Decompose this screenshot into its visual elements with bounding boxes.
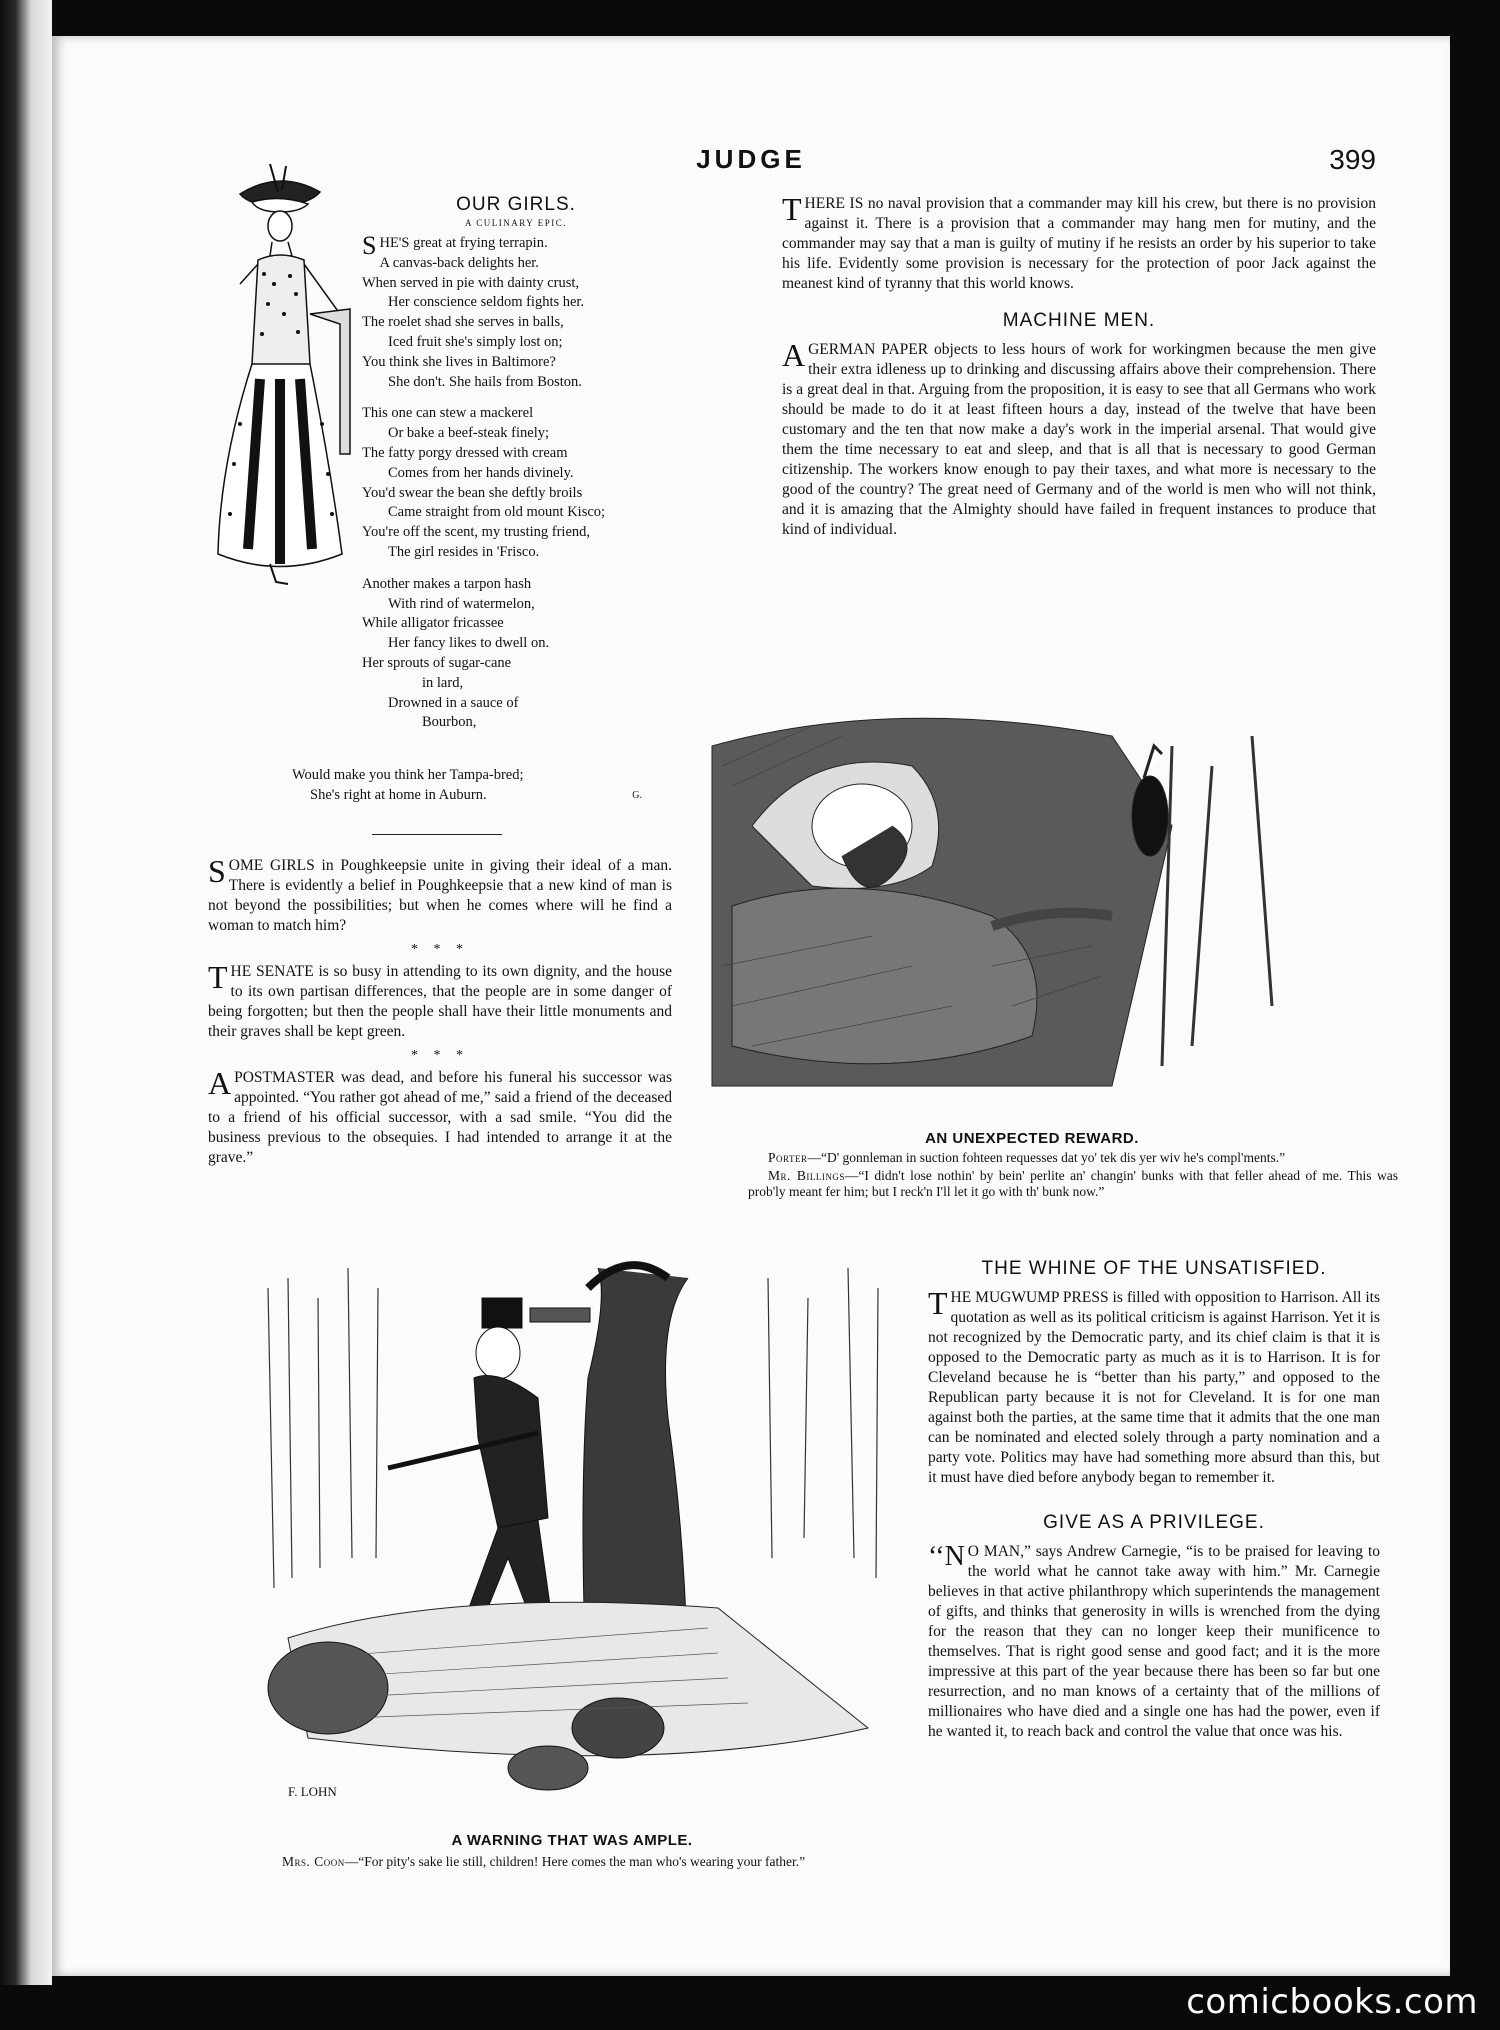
watermark-logo: comicbooks.com: [1186, 1982, 1478, 2022]
sleeping-man-cartoon: [692, 706, 1376, 1106]
poem-ending: [292, 766, 682, 806]
poem-line: She's right at home in Auburn.: [310, 786, 487, 803]
poem-line: With rind of watermelon,: [388, 595, 535, 612]
poem-line: You're off the scent, my trusting friend,: [362, 524, 591, 541]
poem-line: A canvas-back delights her.: [379, 254, 539, 271]
binding-shadow: [0, 0, 52, 1985]
poem-line: Drowned in a sauce of: [388, 694, 519, 711]
poem-line: HE'S great at frying terrapin.: [379, 235, 548, 251]
cartoon1-title: AN UNEXPECTED REWARD.: [925, 1130, 1139, 1147]
page-number: 399: [1329, 144, 1376, 175]
paragraph-senate: THE SENATE is so busy in attending to its own dignity, and the house to its own partisan differences, that the people are in some danger of being forgotten; but then the people shall have their little monuments and their graves shall be kept green.: [208, 959, 672, 1040]
poem-line: Her conscience seldom fights her.: [388, 294, 585, 311]
paragraph-machine-men: AGERMAN PAPER objects to less hours of work for workingmen because the men give their extra idleness up to drinking and discussing affairs above their comprehension. There is a great deal in that. Arguing from the proposition, it is easy to see that all Germans who work should be made to do it at least fifteen hours a day, instead of the twelve that have been customary and the ten that now make a day's work in the imperial arsenal. That would give them the time necessary to eat and sleep, and that is all that is necessary to good German citizenship. The workers know enough to pay their taxes, and what more is necessary to the good of the country? The great need of Germany and of the world is men who will not think, and it is amazing that the Almighty should have failed in frequent instances to produce that kind of individual.: [782, 337, 1376, 538]
caption-speaker: Mrs. Coon: [282, 1854, 345, 1869]
poem-subtitle: A CULINARY EPIC.: [465, 218, 567, 228]
cartoon2-caption: [212, 1854, 912, 1870]
poem-line: Or bake a beef-steak finely;: [388, 425, 550, 442]
poem-line: Came straight from old mount Kisco;: [388, 504, 606, 521]
poem-line: Her fancy likes to dwell on.: [388, 635, 550, 652]
hunter-cartoon: [248, 1258, 898, 1818]
poem-line: Bourbon,: [422, 714, 477, 731]
poem-line: Comes from her hands divinely.: [388, 464, 574, 481]
drop-cap: S: [362, 231, 377, 260]
section-stars: * * *: [411, 942, 469, 957]
caption-text: —“I didn't lose nothin' by bein' perlite an' changin' bunks with that feller ahead of me. This was prob'ly meant fer him; but I reck'n I'll let it go with th' bunk now.”: [748, 1168, 1398, 1199]
poem-line: She don't. She hails from Boston.: [388, 373, 582, 390]
poem-line: Her sprouts of sugar-cane: [362, 654, 512, 671]
left-column-items: [208, 853, 672, 1168]
cartoon2-title: A WARNING THAT WAS AMPLE.: [451, 1832, 693, 1849]
right-column-lower: [928, 1258, 1380, 1742]
paragraph-postmaster: APOSTMASTER was dead, and before his funeral his successor was appointed. “You rather got ahead of me,” said a friend of the deceased to a friend of his official successor, with a sad smile. “You did the business previous to the obsequies. I had intended to arrange it at the grave.”: [208, 1065, 672, 1166]
poem-title: OUR GIRLS.: [456, 194, 576, 215]
privilege-title: GIVE AS A PRIVILEGE.: [1043, 1512, 1265, 1533]
caption-text: —“For pity's sake lie still, children! Here comes the man who's wearing your father.”: [344, 1854, 806, 1869]
masthead: JUDGE: [696, 144, 806, 174]
caption-speaker: Mr. Billings: [768, 1168, 845, 1183]
poem-line: This one can stew a mackerel: [362, 405, 534, 422]
paragraph-naval: THERE IS no naval provision that a commander may kill his crew, but there is no provision against it. There is a provision that a commander may hang men for mutiny, and the commander may say that a man is guilty of mutiny if he resists an order by his superior to take his life. Evidently some provision is necessary for the protection of poor Jack against the meanest kind of tyranny that this world knows.: [782, 191, 1376, 292]
caption-text: —“D' gonnleman in suction fohteen requesses dat yo' tek dis yer wiv he's compl'ments.”: [807, 1150, 1286, 1165]
poem-line: The fatty porgy dressed with cream: [362, 444, 568, 461]
paragraph-poughkeepsie: SOME GIRLS in Poughkeepsie unite in giving their ideal of a man. There is evidently a belief in Poughkeepsie that a new kind of man is not beyond the possibilities; but when he comes where will he find a woman to match him?: [208, 853, 672, 934]
poem-block: [362, 194, 670, 733]
poem-line: The roelet shad she serves in balls,: [362, 314, 564, 331]
caption-speaker: Porter: [768, 1150, 808, 1165]
poem-line: You'd swear the bean she deftly broils: [362, 484, 583, 501]
section-stars: * * *: [411, 1048, 469, 1063]
artist-signature: F. LOHN: [288, 1784, 337, 1799]
divider-rule: [372, 834, 502, 835]
whine-title: THE WHINE OF THE UNSATISFIED.: [981, 1258, 1327, 1279]
poem-line: You think she lives in Baltimore?: [362, 353, 556, 370]
right-column-top: [782, 191, 1376, 540]
cartoon1-caption: [748, 1150, 1398, 1200]
paragraph-privilege: ‘‘N O MAN,” says Andrew Carnegie, “is to be praised for leaving to the world what he cannot take away with him.” Mr. Carnegie believes in that active philanthropy which superintends the management of gifts, and thinks that generosity in wills is wrenched from the dying for the reason that they can no longer keep their munificence to themselves. That is right good sense and good fact; and it is the more impressive at this part of the year because there has been so far but one resurrection, and no man knows of a certainty that of the millions of millionaires who have died and a single one has had the power, even if he wanted it, to reach back and control the value that once was his.: [928, 1541, 1380, 1740]
poem-signature: G.: [632, 789, 642, 801]
poem-line: While alligator fricassee: [362, 615, 504, 632]
poem-line: When served in pie with dainty crust,: [362, 274, 580, 291]
poem-line: in lard,: [422, 674, 464, 691]
magazine-page: [52, 36, 1450, 1976]
paragraph-whine: THE MUGWUMP PRESS is filled with opposition to Harrison. All its quotation as well as its political criticism is against Harrison. Yet it is not recognized by the Democratic party, and its chief claim is that it is opposed to the Democratic party as much as it is to Harrison. It is for Cleveland because he is “better than his party,” and opposed to the Republican party because it is not for Cleveland. It is for one man against both the parties, at the same time that it admits that the one man can be nominated and elected solely through a party nomination and a party vote. Politics may have had something more absurd than this, but it must have died before anybody began to remember it.: [928, 1285, 1380, 1486]
poem-line: The girl resides in 'Frisco.: [388, 543, 540, 560]
poem-line: Iced fruit she's simply lost on;: [388, 333, 563, 350]
poem-line: Would make you think her Tampa-bred;: [292, 767, 524, 783]
lady-illustration: [200, 164, 360, 594]
machine-men-title: MACHINE MEN.: [1002, 310, 1156, 331]
poem-line: Another makes a tarpon hash: [362, 575, 532, 592]
